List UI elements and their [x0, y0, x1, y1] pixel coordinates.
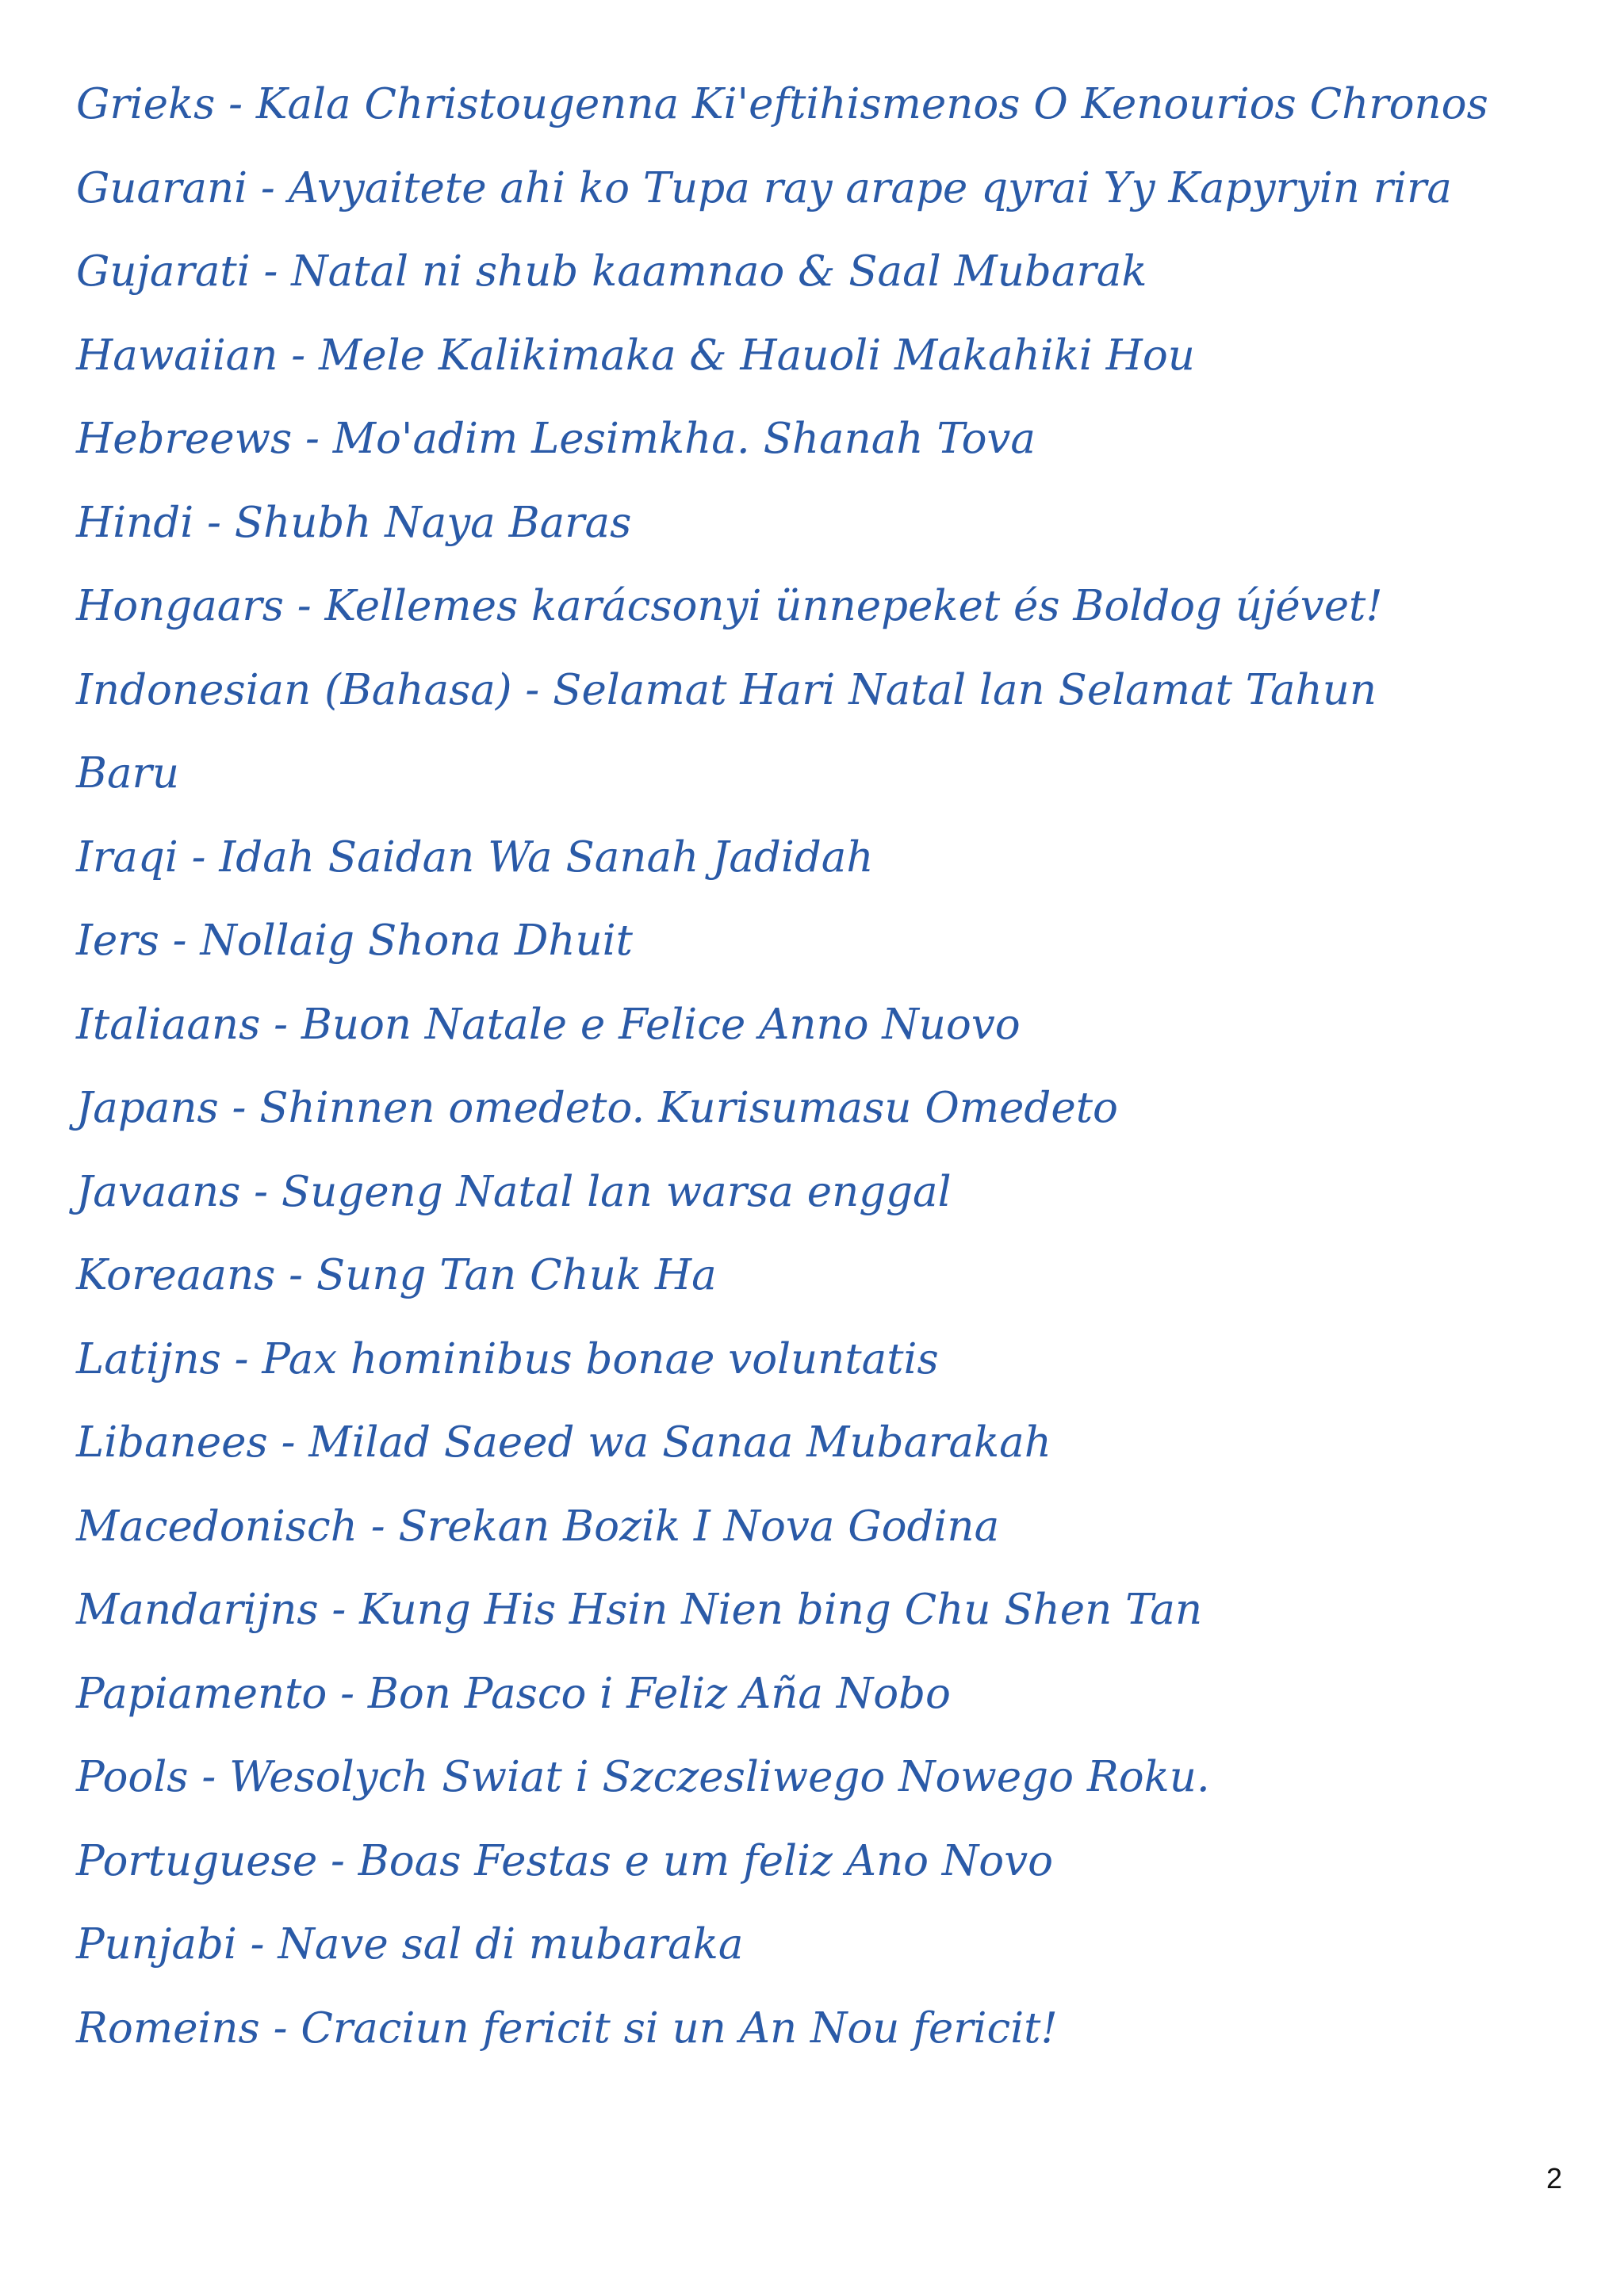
greeting-line: Koreaans - Sung Tan Chuk Ha — [76, 1251, 717, 1299]
greeting-line: Portuguese - Boas Festas e um feliz Ano Novo — [76, 1837, 1054, 1885]
greeting-line: Libanees - Milad Saeed wa Sanaa Mubarakah — [76, 1418, 1051, 1467]
greeting-line: Papiamento - Bon Pasco i Feliz Aña Nobo — [76, 1670, 951, 1718]
greeting-line: Hindi - Shubh Naya Baras — [76, 499, 632, 547]
greeting-line: Latijns - Pax hominibus bonae voluntatis — [76, 1335, 939, 1383]
greeting-line: Iraqi - Idah Saidan Wa Sanah Jadidah — [76, 833, 874, 882]
greeting-line: Romeins - Craciun fericit si un An Nou fericit! — [76, 2004, 1058, 2053]
greeting-line: Japans - Shinnen omedeto. Kurisumasu Omedeto — [76, 1084, 1118, 1132]
greeting-line: Grieks - Kala Christougenna Ki'eftihismenos O Kenourios Chronos — [76, 80, 1488, 128]
greeting-line: Javaans - Sugeng Natal lan warsa enggal — [76, 1168, 952, 1216]
greeting-line: Indonesian (Bahasa) - Selamat Hari Natal lan Selamat Tahun — [76, 666, 1377, 714]
greeting-line: Hongaars - Kellemes karácsonyi ünnepeket és Boldog újévet! — [76, 582, 1383, 630]
greeting-line: Hawaiian - Mele Kalikimaka & Hauoli Makahiki Hou — [76, 331, 1195, 380]
greeting-line: Punjabi - Nave sal di mubaraka — [76, 1920, 744, 1969]
greeting-line: Gujarati - Natal ni shub kaamnao & Saal Mubarak — [76, 247, 1147, 296]
greeting-line: Iers - Nollaig Shona Dhuit — [76, 916, 633, 965]
greeting-line: Baru — [76, 749, 180, 798]
greeting-line: Macedonisch - Srekan Bozik I Nova Godina — [76, 1502, 1000, 1551]
greeting-line: Guarani - Avyaitete ahi ko Tupa ray arape qyrai Yy Kapyryin rira — [76, 164, 1452, 212]
greeting-line: Mandarijns - Kung His Hsin Nien bing Chu Shen Tan — [76, 1586, 1203, 1634]
greeting-line: Italiaans - Buon Natale e Felice Anno Nuovo — [76, 1001, 1021, 1049]
page-number: 2 — [1545, 2162, 1562, 2195]
greeting-line: Hebreews - Mo'adim Lesimkha. Shanah Tova — [76, 415, 1036, 463]
greeting-line: Pools - Wesolych Swiat i Szczesliwego Nowego Roku. — [76, 1753, 1210, 1801]
